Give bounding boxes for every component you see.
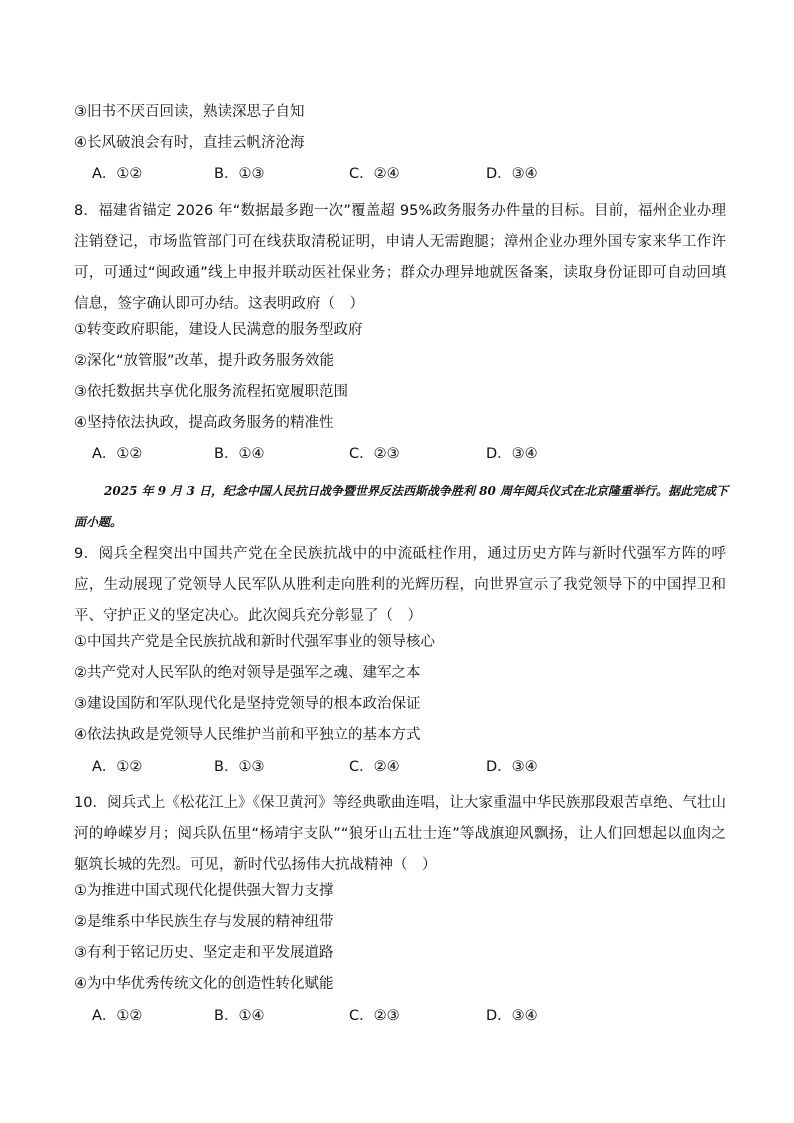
q8-item-2: ②深化“放管服”改革，提升政务服务效能 [74, 353, 335, 369]
q10-option-b[interactable]: B．①④ [214, 1008, 265, 1024]
q9-item-4: ④依法执政是党领导人民维护当前和平独立的基本方式 [74, 727, 421, 743]
q8-stem: 8．福建省锚定 2026 年“数据最多跑一次”覆盖超 95%政务服务办件量的目标。目前，福州企业办理注销登记，市场监管部门可在线获取清税证明，申请人无需跑腿；漳州企业办理外国专家来华工作许可，可通过“闽政通”线上申报并联动医社保业务；群众办理异地就医备案，读取身份证即可自动回填信息，签字确认即可办结。这表明政府（ ） [74, 203, 726, 312]
q9-option-c[interactable]: C．②④ [349, 759, 400, 775]
q8-option-a[interactable]: A．①② [92, 446, 143, 462]
q8-item-1: ①转变政府职能，建设人民满意的服务型政府 [74, 322, 363, 338]
q10-stem: 10．阅兵式上《松花江上》《保卫黄河》等经典歌曲连唱，让大家重温中华民族那段艰苦卓绝、气壮山河的峥嵘岁月；阅兵队伍里“杨靖宇支队”“狼牙山五壮士连”等战旗迎风飘扬，让人们回想起以血肉之躯筑长城的先烈。可见，新时代弘扬伟大抗战精神（ ） [74, 795, 726, 873]
material-passage [74, 476, 734, 538]
q9-stem: 9．阅兵全程突出中国共产党在全民族抗战中的中流砥柱作用，通过历史方阵与新时代强军方阵的呼应，生动展现了党领导人民军队从胜利走向胜利的光辉历程，向世界宣示了我党领导下的中国捍卫和平、守护正义的坚定决心。此次阅兵充分彰显了（ ） [74, 546, 726, 624]
q9-item-1: ①中国共产党是全民族抗战和新时代强军事业的领导核心 [74, 634, 435, 650]
q8-option-c[interactable]: C．②③ [349, 446, 400, 462]
q9-option-a[interactable]: A．①② [92, 759, 143, 775]
q10-option-d[interactable]: D．③④ [486, 1008, 538, 1024]
q9-item-2: ②共产党对人民军队的绝对领导是强军之魂、建军之本 [74, 665, 421, 681]
q10-item-2: ②是维系中华民族生存与发展的精神纽带 [74, 914, 334, 930]
q9-option-d[interactable]: D．③④ [486, 759, 538, 775]
q9-item-3: ③建设国防和军队现代化是坚持党领导的根本政治保证 [74, 696, 421, 712]
q8-item-3: ③依托数据共享优化服务流程拓宽履职范围 [74, 384, 348, 400]
q8-option-b[interactable]: B．①④ [214, 446, 265, 462]
q10-option-a[interactable]: A．①② [92, 1008, 143, 1024]
q10-item-4: ④为中华优秀传统文化的创造性转化赋能 [74, 976, 334, 992]
q8-item-4: ④坚持依法执政，提高政务服务的精准性 [74, 415, 334, 431]
q8-option-d[interactable]: D．③④ [486, 446, 538, 462]
q10-item-3: ③有利于铭记历史、坚定走和平发展道路 [74, 945, 334, 961]
q10-item-1: ①为推进中国式现代化提供强大智力支撑 [74, 883, 334, 899]
q7-item-4: ④长风破浪会有时，直挂云帆济沧海 [74, 135, 305, 151]
q10-option-c[interactable]: C．②③ [349, 1008, 400, 1024]
q7-option-a[interactable]: A．①② [92, 166, 143, 182]
q7-option-b[interactable]: B．①③ [214, 166, 265, 182]
q7-option-c[interactable]: C．②④ [349, 166, 400, 182]
material-text: 2025 年 9 月 3 日，纪念中国人民抗日战争暨世界反法西斯战争胜利 80 周年阅兵仪式在北京隆重举行。据此完成下面小题。 [74, 484, 729, 529]
q7-option-d[interactable]: D．③④ [486, 166, 538, 182]
q7-item-3: ③旧书不厌百回读，熟读深思子自知 [74, 104, 305, 120]
q9-option-b[interactable]: B．①③ [214, 759, 265, 775]
